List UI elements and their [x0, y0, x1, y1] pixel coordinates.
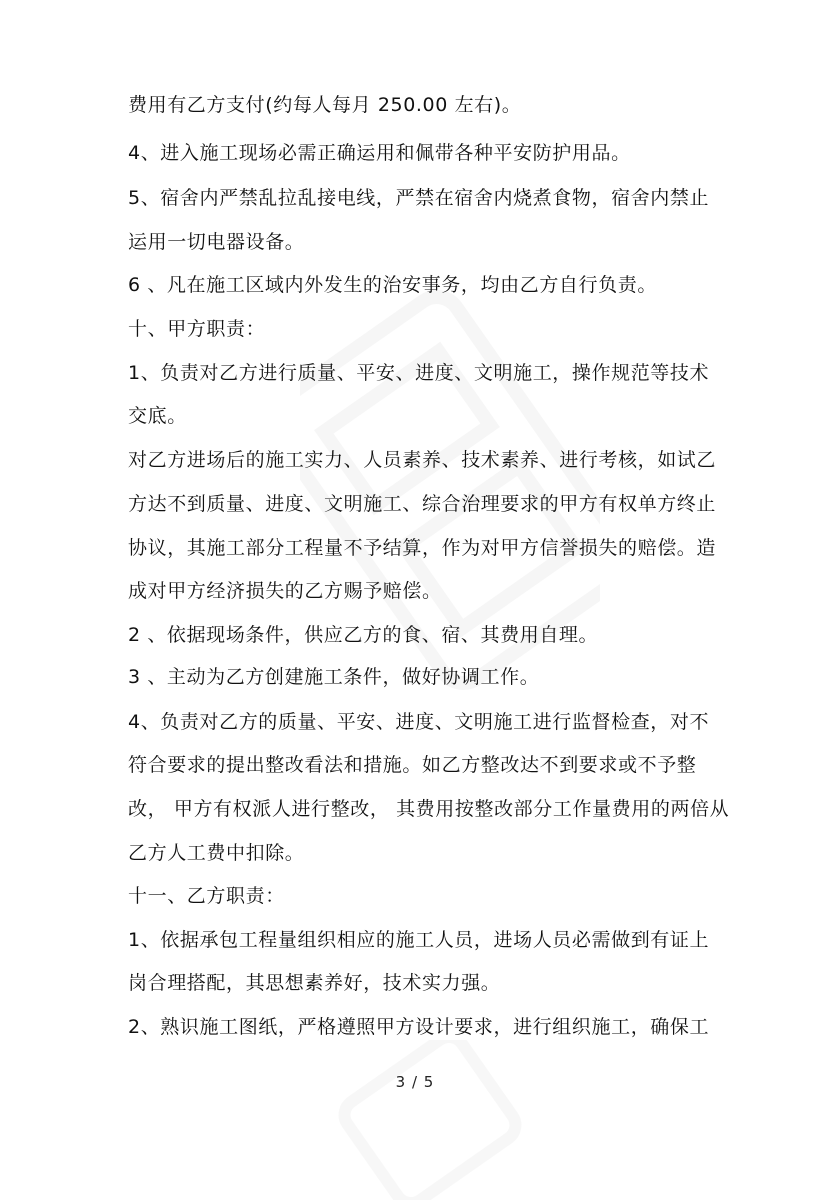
text-line: 6 、凡在施工区域内外发生的治安事务，均由乙方自行负责。	[128, 274, 657, 296]
text-line: 乙方人工费中扣除。	[128, 842, 305, 864]
text-line: 方达不到质量、进度、文明施工、综合治理要求的甲方有权单方终止	[128, 493, 717, 515]
text-line: 1、负责对乙方进行质量、平安、进度、文明施工，操作规范等技术	[128, 362, 710, 384]
text-line: 5、宿舍内严禁乱拉乱接电线，严禁在宿舍内烧煮食物，宿舍内禁止	[128, 187, 710, 209]
text-line: 运用一切电器设备。	[128, 231, 305, 253]
text-line: 4、负责对乙方的质量、平安、进度、文明施工进行监督检查，对不	[128, 711, 710, 733]
text-line: 符合要求的提出整改看法和措施。如乙方整改达不到要求或不予整	[128, 754, 697, 776]
text-line: 岗合理搭配，其思想素养好，技术实力强。	[128, 972, 501, 994]
text-line: 4、进入施工现场必需正确运用和佩带各种平安防护用品。	[128, 142, 631, 164]
text-line: 交底。	[128, 405, 187, 427]
text-line: 3 、主动为乙方创建施工条件，做好协调工作。	[128, 666, 540, 688]
text-line: 2、熟识施工图纸，严格遵照甲方设计要求，进行组织施工，确保工	[128, 1016, 710, 1038]
section-heading: 十、甲方职责：	[128, 318, 266, 340]
section-heading: 十一、乙方职责：	[128, 885, 285, 907]
text-line: 费用有乙方支付(约每人每月 250.00 左右)。	[128, 94, 522, 116]
watermark-logo-bottom	[330, 1040, 530, 1200]
text-line: 1、依据承包工程量组织相应的施工人员，进场人员必需做到有证上	[128, 929, 710, 951]
text-line: 对乙方进场后的施工实力、人员素养、技术素养、进行考核，如试乙	[128, 449, 717, 471]
text-line: 成对甲方经济损失的乙方赐予赔偿。	[128, 580, 442, 602]
text-line: 改， 甲方有权派人进行整改， 其费用按整改部分工作量费用的两倍从	[128, 798, 730, 820]
page-number: 3 / 5	[395, 1073, 435, 1091]
text-line: 2 、依据现场条件，供应乙方的食、宿、其费用自理。	[128, 624, 599, 646]
text-line: 协议，其施工部分工程量不予结算，作为对甲方信誉损失的赔偿。造	[128, 537, 717, 559]
